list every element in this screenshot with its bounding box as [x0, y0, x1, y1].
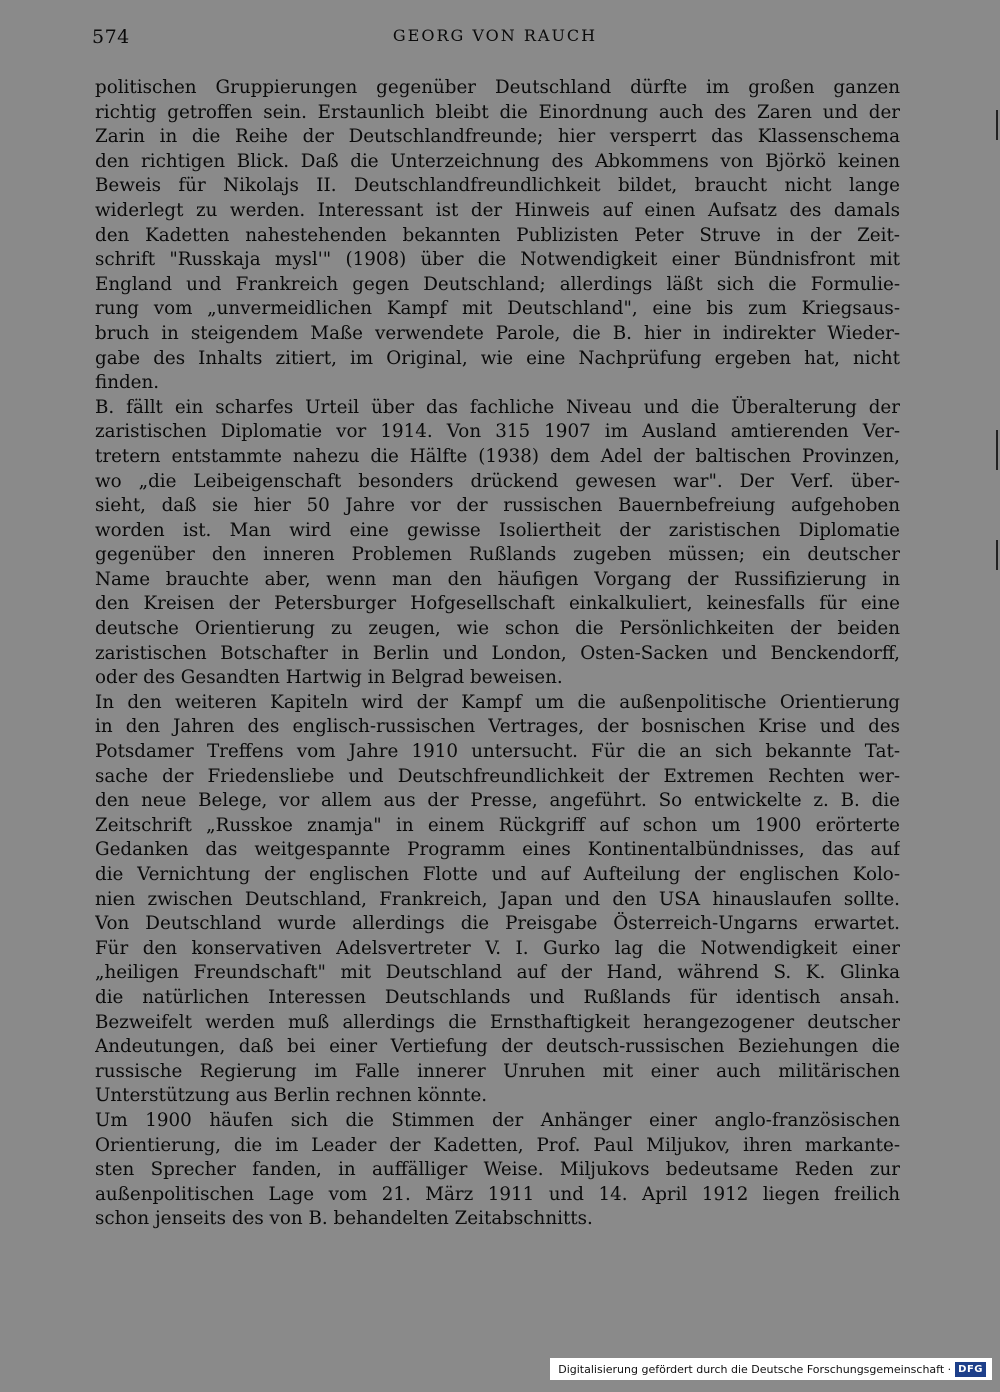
text-line: worden ist. Man wird eine gewisse Isoliertheit der zaristischen Diplomatie	[95, 519, 900, 541]
scan-edge-mark	[996, 430, 998, 470]
text-line: russische Regierung im Falle innerer Unruhen mit einer auch militärischen	[95, 1060, 900, 1082]
page-number: 574	[92, 26, 130, 48]
text-line: Für den konservativen Adelsvertreter V. I. Gurko lag die Notwendigkeit einer	[95, 937, 900, 959]
text-line: Potsdamer Treffens vom Jahre 1910 untersucht. Für die an sich bekannte Tat-	[95, 741, 900, 763]
text-line: gegenüber den inneren Problemen Rußlands zugeben müssen; ein deutscher	[95, 544, 900, 566]
text-line: In den weiteren Kapiteln wird der Kampf um die außenpolitische Orientierung	[95, 691, 900, 713]
text-line: die Vernichtung der englischen Flotte und auf Aufteilung der englischen Kolo-	[95, 864, 900, 885]
text-line: Andeutungen, daß bei einer Vertiefung der deutsch-russischen Beziehungen die	[95, 1036, 900, 1058]
text-line: oder des Gesandten Hartwig in Belgrad beweisen.	[95, 667, 563, 689]
text-line: England und Frankreich gegen Deutschland; allerdings läßt sich die Formulie-	[95, 273, 900, 295]
dfg-logo: DFG	[955, 1362, 986, 1377]
text-line: Gedanken das weitgespannte Programm eines Kontinentalbündnisses, das auf	[95, 839, 900, 861]
scan-edge-mark	[996, 110, 998, 140]
text-line: Zeitschrift „Russkoe znamja" in einem Rückgriff auf schon um 1900 erörterte	[95, 814, 900, 836]
text-line: bruch in steigendem Maße verwendete Parole, die B. hier in indirekter Wieder-	[95, 322, 900, 344]
text-line: Von Deutschland wurde allerdings die Preisgabe Österreich-Ungarns erwartet.	[95, 913, 900, 935]
text-line: politischen Gruppierungen gegenüber Deutschland dürfte im großen ganzen	[95, 77, 900, 98]
text-line: zaristischen Botschafter in Berlin und London, Osten-Sacken und Benckendorff,	[95, 642, 900, 664]
body-text	[95, 76, 900, 1232]
text-line: nien zwischen Deutschland, Frankreich, Japan und den USA hinauslaufen sollte.	[95, 888, 900, 910]
text-line: Zarin in die Reihe der Deutschlandfreunde; hier versperrt das Klassenschema	[95, 126, 900, 148]
text-line: Beweis für Nikolajs II. Deutschlandfreundlichkeit bildet, braucht nicht lange	[95, 175, 900, 197]
text-line: sieht, daß sie hier 50 Jahre vor der russischen Bauernbefreiung aufgehoben	[95, 495, 900, 517]
text-line: den Kadetten nahestehenden bekannten Publizisten Peter Struve in der Zeit-	[95, 224, 900, 246]
scan-edge-mark	[996, 540, 998, 570]
text-line: deutsche Orientierung zu zeugen, wie schon die Persönlichkeiten der beiden	[95, 618, 900, 640]
text-line: „heiligen Freundschaft" mit Deutschland auf der Hand, während S. K. Glinka	[95, 962, 900, 984]
text-line: sache der Friedensliebe und Deutschfreundlichkeit der Extremen Rechten wer-	[95, 765, 900, 787]
text-line: den neue Belege, vor allem aus der Presse, angeführt. So entwickelte z. B. die	[95, 790, 900, 812]
text-line: sten Sprecher fanden, in auffälliger Weise. Miljukovs bedeutsame Reden zur	[95, 1159, 900, 1181]
text-line: in den Jahren des englisch-russischen Vertrages, der bosnischen Krise und des	[95, 716, 900, 738]
running-head: GEORG VON RAUCH	[392, 26, 598, 45]
text-line: rung vom „unvermeidlichen Kampf mit Deutschland", eine bis zum Kriegsaus-	[95, 298, 900, 320]
page-header	[92, 26, 898, 56]
text-line: finden.	[95, 372, 160, 394]
text-line: den Kreisen der Petersburger Hofgesellschaft einkalkuliert, keinesfalls für eine	[95, 593, 900, 615]
digitization-footer	[550, 1358, 992, 1380]
text-line: Bezweifelt werden muß allerdings die Ernsthaftigkeit herangezogener deutscher	[95, 1011, 900, 1033]
text-line: widerlegt zu werden. Interessant ist der Hinweis auf einen Aufsatz des damals	[95, 199, 900, 221]
text-line: Orientierung, die im Leader der Kadetten, Prof. Paul Miljukov, ihren markante-	[95, 1134, 900, 1156]
text-line: zaristischen Diplomatie vor 1914. Von 315 1907 im Ausland amtierenden Ver-	[95, 421, 900, 443]
text-line: außenpolitischen Lage vom 21. März 1911 und 14. April 1912 liegen freilich	[95, 1183, 900, 1205]
text-line: Name brauchte aber, wenn man den häufigen Vorgang der Russifizierung in	[95, 568, 900, 590]
text-line: gabe des Inhalts zitiert, im Original, wie eine Nachprüfung ergeben hat, nicht	[95, 347, 900, 369]
text-line: den richtigen Blick. Daß die Unterzeichnung des Abkommens von Björkö keinen	[95, 150, 900, 172]
text-line: die natürlichen Interessen Deutschlands und Rußlands für identisch ansah.	[95, 986, 900, 1008]
text-line: schrift "Russkaja mysl'" (1908) über die Notwendigkeit einer Bündnisfront mit	[95, 249, 900, 271]
text-line: richtig getroffen sein. Erstaunlich bleibt die Einordnung auch des Zaren und der	[95, 101, 900, 123]
text-line: B. fällt ein scharfes Urteil über das fachliche Niveau und die Überalterung der	[95, 396, 900, 418]
text-line: tretern entstammte nahezu die Hälfte (1938) dem Adel der baltischen Provinzen,	[95, 445, 900, 467]
text-line: schon jenseits des von B. behandelten Zeitabschnitts.	[95, 1208, 593, 1230]
footer-text: Digitalisierung gefördert durch die Deutsche Forschungsgemeinschaft ·	[558, 1362, 952, 1376]
text-line: Um 1900 häufen sich die Stimmen der Anhänger einer anglo-französischen	[95, 1109, 900, 1131]
text-line: wo „die Leibeigenschaft besonders drückend gewesen war". Der Verf. über-	[95, 470, 900, 492]
text-line: Unterstützung aus Berlin rechnen könnte.	[95, 1085, 488, 1107]
